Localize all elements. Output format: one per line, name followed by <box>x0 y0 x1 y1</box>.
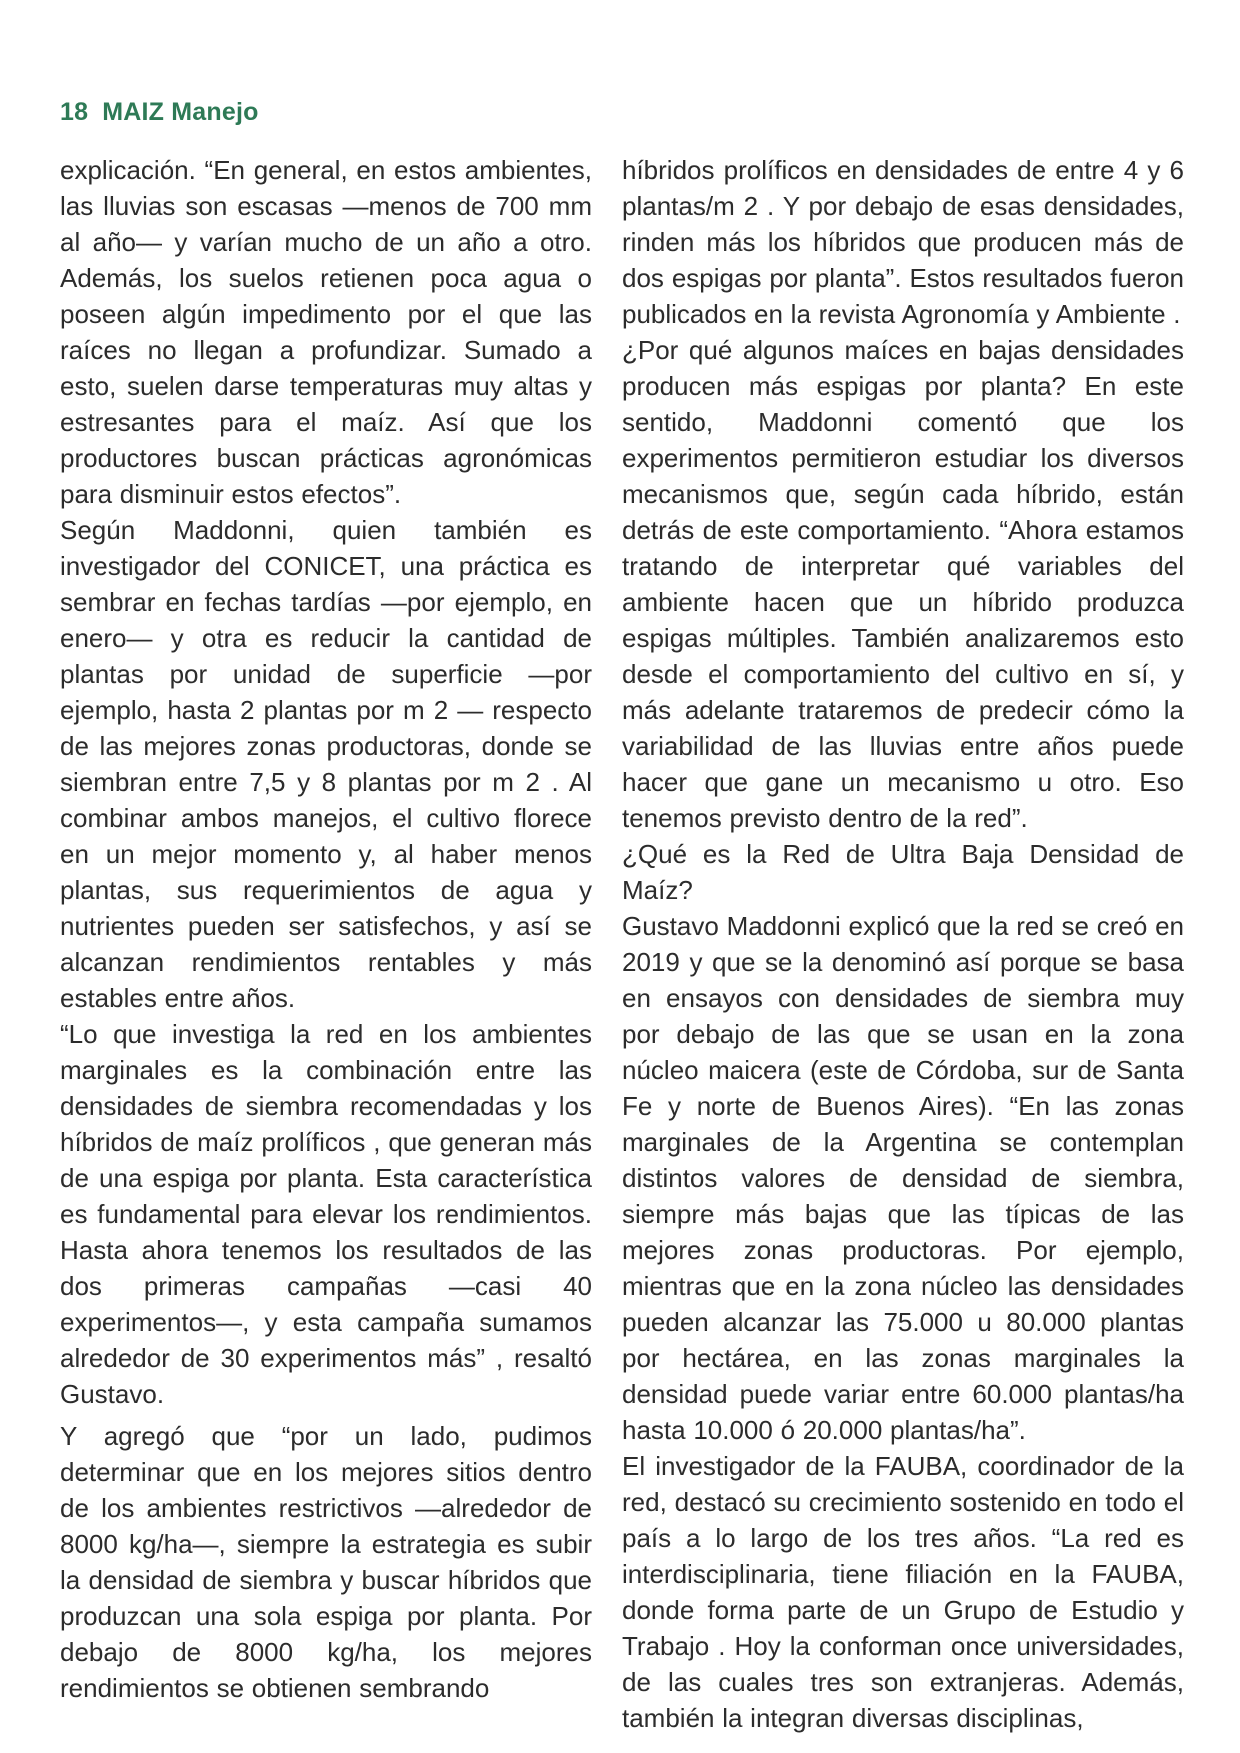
paragraph: El investigador de la FAUBA, coordinador de la red, destacó su crecimiento sostenido en todo el país a lo largo de los tres años. “La red es interdisciplinaria, tiene filiación en la FAUBA, donde forma parte de un Grupo de Estudio y Trabajo . Hoy la conforman once universidades, de las cuales tres son extranjeras. Además, también la integran diversas disciplinas, <box>622 1451 1184 1733</box>
paragraph: ¿Por qué algunos maíces en bajas densidades producen más espigas por planta? En este sentido, Maddonni comentó que los experimentos permitieron estudiar los diversos mecanismos que, según cada híbrido, están detrás de este comportamiento. “Ahora estamos tratando de interpretar qué variables del ambiente hacen que un híbrido produzca espigas múltiples. También analizaremos esto desde el comportamiento del cultivo en sí, y más adelante trataremos de predecir cómo la variabilidad de las lluvias entre años puede hacer que gane un mecanismo u otro. Eso tenemos previsto dentro de la red”. <box>622 335 1184 833</box>
paragraph: Y agregó que “por un lado, pudimos determinar que en los mejores sitios dentro de los ambientes restrictivos —alrededor de 8000 kg/ha—, siempre la estrategia es subir la densidad de siembra y buscar híbridos que produzcan una sola espiga por planta. Por debajo de 8000 kg/ha, los mejores rendimientos se obtienen sembrando <box>60 1421 592 1703</box>
right-column <box>622 152 1184 1736</box>
paragraph: explicación. “En general, en estos ambientes, las lluvias son escasas —menos de 700 mm al año— y varían mucho de un año a otro. Además, los suelos retienen poca agua o poseen algún impedimento por el que las raíces no llegan a profundizar. Sumado a esto, suelen darse temperaturas muy altas y estresantes para el maíz. Así que los productores buscan prácticas agronómicas para disminuir estos efectos”. <box>60 155 592 509</box>
left-column <box>60 152 592 1706</box>
paragraph: Según Maddonni, quien también es investigador del CONICET, una práctica es sembrar en fechas tardías —por ejemplo, en enero— y otra es reducir la cantidad de plantas por unidad de superficie —por ejemplo, hasta 2 plantas por m 2 — respecto de las mejores zonas productoras, donde se siembran entre 7,5 y 8 plantas por m 2 . Al combinar ambos manejos, el cultivo florece en un mejor momento y, al haber menos plantas, sus requerimientos de agua y nutrientes pueden ser satisfechos, y así se alcanzan rendimientos rentables y más estables entre años. <box>60 515 592 1013</box>
paragraph: Gustavo Maddonni explicó que la red se creó en 2019 y que se la denominó así porque se basa en ensayos con densidades de siembra muy por debajo de las que se usan en la zona núcleo maicera (este de Córdoba, sur de Santa Fe y norte de Buenos Aires). “En las zonas marginales de la Argentina se contemplan distintos valores de densidad de siembra, siempre más bajas que las típicas de las mejores zonas productoras. Por ejemplo, mientras que en la zona núcleo las densidades pueden alcanzar las 75.000 u 80.000 plantas por hectárea, en las zonas marginales la densidad puede variar entre 60.000 plantas/ha hasta 10.000 ó 20.000 plantas/ha”. <box>622 911 1184 1445</box>
paragraph: híbridos prolíficos en densidades de entre 4 y 6 plantas/m 2 . Y por debajo de esas densidades, rinden más los híbridos que producen más de dos espigas por planta”. Estos resultados fueron publicados en la revista Agronomía y Ambiente . <box>622 155 1184 329</box>
subheading: ¿Qué es la Red de Ultra Baja Densidad de Maíz? <box>622 839 1184 905</box>
page-number: 18 <box>60 98 89 126</box>
section-title: MAIZ Manejo <box>102 98 259 126</box>
paragraph: “Lo que investiga la red en los ambientes marginales es la combinación entre las densidades de siembra recomendadas y los híbridos de maíz prolíficos , que generan más de una espiga por planta. Esta característica es fundamental para elevar los rendimientos. Hasta ahora tenemos los resultados de las dos primeras campañas —casi 40 experimentos—, y esta campaña sumamos alrededor de 30 experimentos más” , resaltó Gustavo. <box>60 1019 592 1409</box>
page-header <box>60 98 259 127</box>
